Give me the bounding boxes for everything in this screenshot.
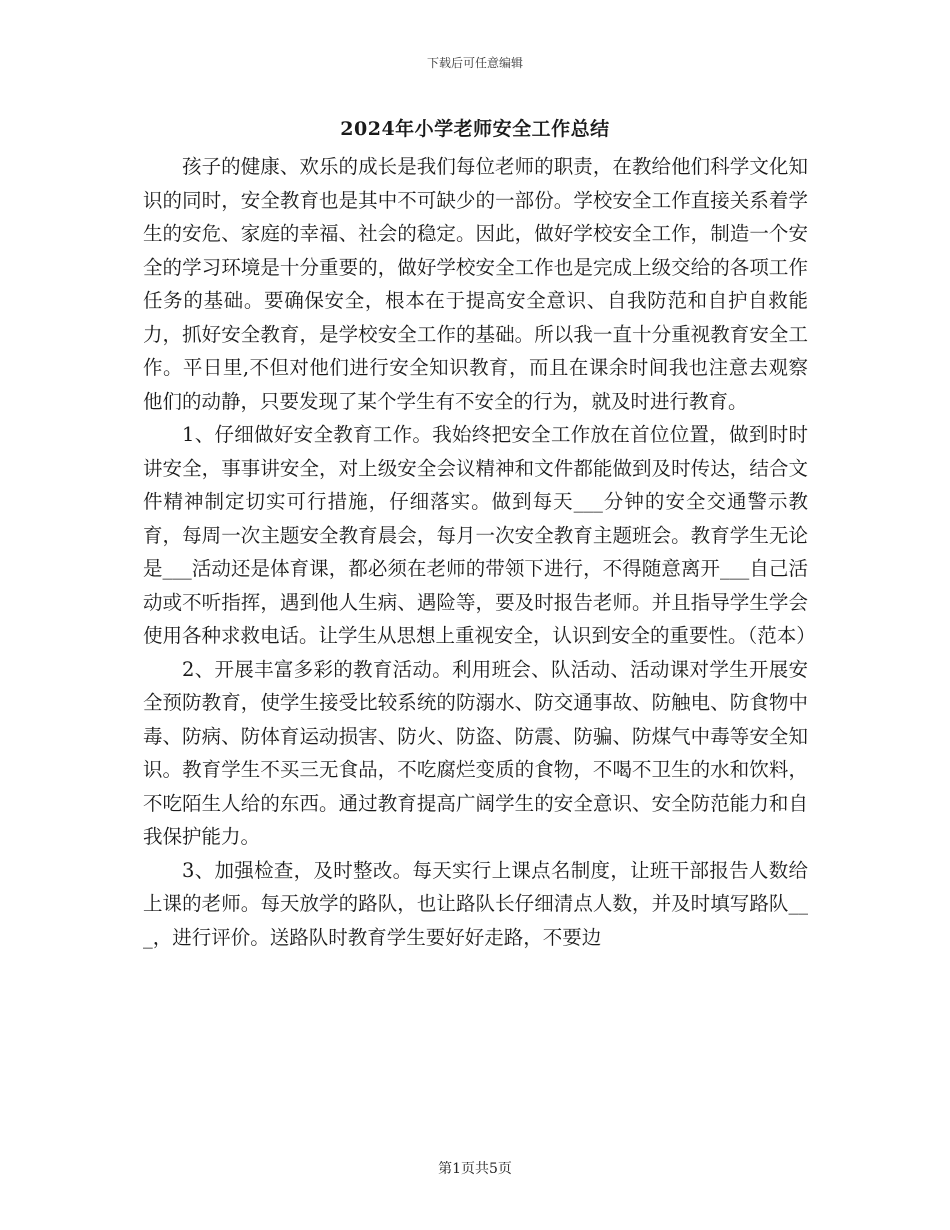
paragraph-item-1: 1、仔细做好安全教育工作。我始终把安全工作放在首位位置，做到时时讲安全，事事讲安全，对上级安全会议精神和文件都能做到及时传达，结合文件精神制定切实可行措施，仔细落实。做到每天___分钟的安全交通警示教育，每周一次主题安全教育晨会，每月一次安全教育主题班会。教育学生无论是___活动还是体育课，都必须在老师的带领下进行，不得随意离开___自己活动或不听指挥，遇到他人生病、遇险等，要及时报告老师。并且指导学生学会使用各种求救电话。让学生从思想上重视安全，认识到安全的重要性。（范本） [143,423,816,647]
paragraph-intro: 孩子的健康、欢乐的成长是我们每位老师的职责，在教给他们科学文化知识的同时，安全教育也是其中不可缺少的一部份。学校安全工作直接关系着学生的安危、家庭的幸福、社会的稳定。因此，做好学校安全工作，制造一个安全的学习环境是十分重要的，做好学校安全工作也是完成上级交给的各项工作任务的基础。要确保安全，根本在于提高安全意识、自我防范和自护自救能力，抓好安全教育，是学校安全工作的基础。所以我一直十分重视教育安全工作。平日里,不但对他们进行安全知识教育，而且在课余时间我也注意去观察他们的动静，只要发现了某个学生有不安全的行为，就及时进行教育。 [143,155,808,413]
document-title: 2024年小学老师安全工作总结 [340,118,610,140]
paragraph-item-3: 3、加强检查，及时整改。每天实行上课点名制度，让班干部报告人数给上课的老师。每天放学的路队，也让路队长仔细清点人数，并及时填写路队___，进行评价。送路队时教育学生要好好走路，不要边 [143,858,808,949]
page-number: 第1页共5页 [438,1161,512,1177]
header-note: 下载后可任意编辑 [426,56,523,70]
paragraph-item-2: 2、开展丰富多彩的教育活动。利用班会、队活动、活动课对学生开展安全预防教育，使学生接受比较系统的防溺水、防交通事故、防触电、防食物中毒、防病、防体育运动损害、防火、防盗、防震、防骗、防煤气中毒等安全知识。教育学生不买三无食品，不吃腐烂变质的食物，不喝不卫生的水和饮料，不吃陌生人给的东西。通过教育提高广阔学生的安全意识、安全防范能力和自我保护能力。 [143,657,808,848]
document-body [143,150,816,954]
